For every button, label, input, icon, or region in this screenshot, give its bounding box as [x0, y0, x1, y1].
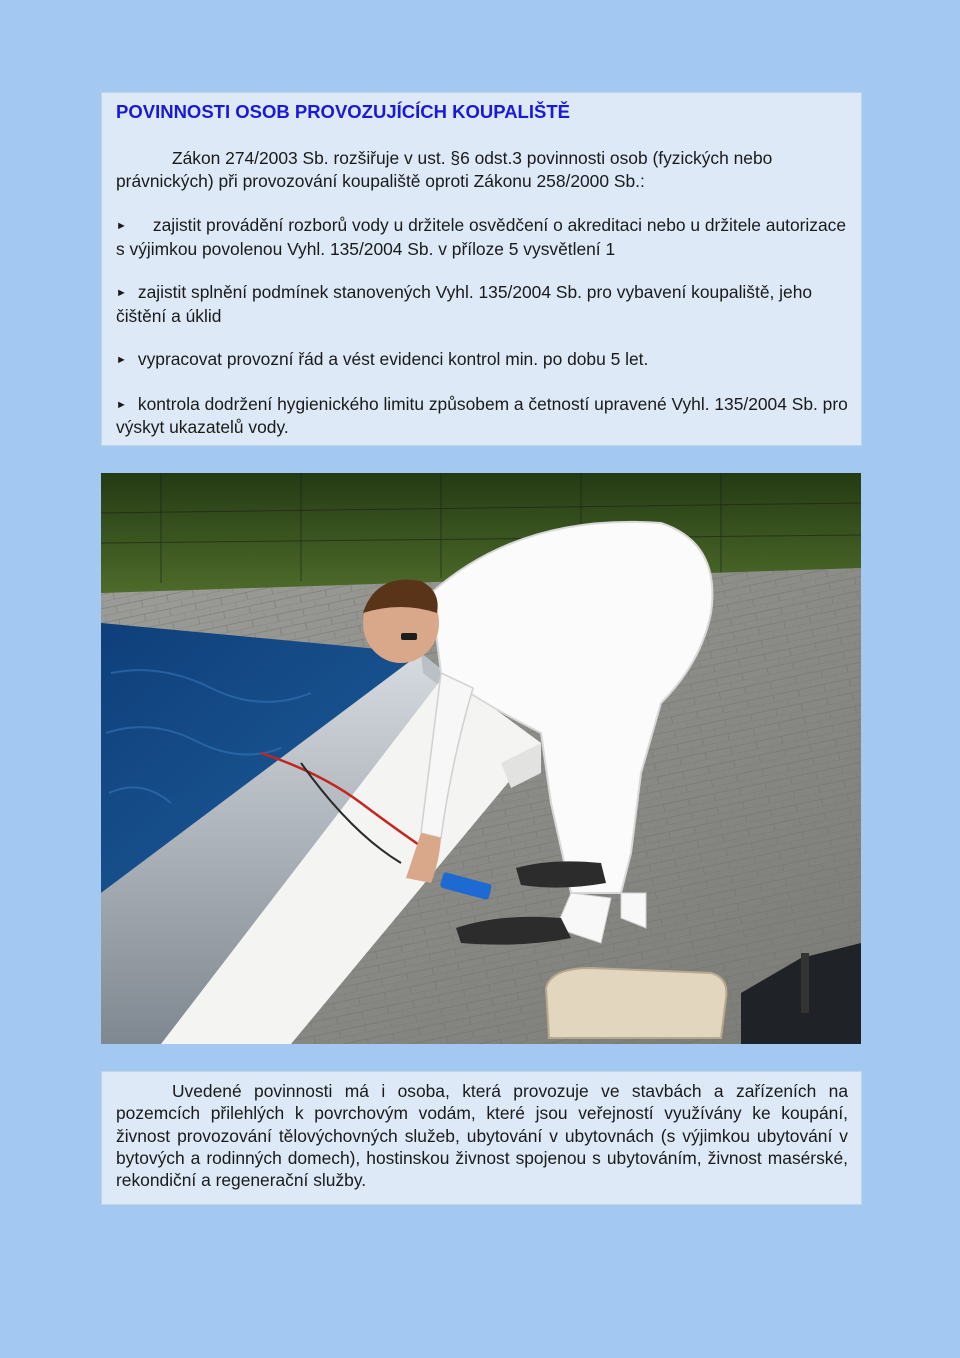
list-item-text: zajistit provádění rozborů vody u držitele osvědčení o akreditaci nebo u držitele autorizace s výjimkou povolenou Vyhl. 135/2004 Sb. v příloze 5 vysvětlení 1	[116, 215, 847, 259]
bullet-triangle-icon: ►	[116, 287, 127, 299]
page-title: POVINNOSTI OSOB PROVOZUJÍCÍCH KOUPALIŠTĚ	[116, 101, 570, 122]
list-item	[116, 281, 848, 327]
closing-paragraph: Uvedené povinnosti má i osoba, která provozuje ve stavbách a zařízeních na pozemcích přilehlých k povrchovým vodám, které jsou veřejností využívány ke koupání, živnost provozování tělovýchovných služeb, ubytování v ubytovnách (s výjimkou ubytování v bytových a rodinných domech), hostinskou živnost spojenou s ubytováním, živnost masérské, rekondiční a regenerační služby.	[116, 1081, 848, 1191]
photo-illustration	[101, 473, 861, 1044]
bullet-triangle-icon: ►	[116, 354, 127, 366]
list-item	[116, 214, 848, 260]
list-item-text: kontrola dodržení hygienického limitu způsobem a četností upravené Vyhl. 135/2004 Sb. pro výskyt ukazatelů vody.	[116, 393, 848, 437]
bullet-triangle-icon: ►	[116, 398, 127, 411]
pool-water-testing-photo	[101, 473, 861, 1044]
intro-paragraph: Zákon 274/2003 Sb. rozšiřuje v ust. §6 odst.3 povinnosti osob (fyzických nebo právnických) při provozování koupaliště oproti Zákonu 258/2000 Sb.:	[116, 148, 773, 191]
list-item-text: zajistit splnění podmínek stanovených Vyhl. 135/2004 Sb. pro vybavení koupaliště, jeho čištění a úklid	[116, 282, 813, 326]
bullet-triangle-icon: ►	[116, 220, 127, 232]
list-item	[116, 393, 848, 439]
obligations-panel	[101, 92, 862, 446]
list-item	[116, 348, 848, 372]
list-item-text: vypracovat provozní řád a vést evidenci kontrol min. po dobu 5 let.	[137, 349, 649, 369]
closing-panel	[101, 1071, 862, 1205]
